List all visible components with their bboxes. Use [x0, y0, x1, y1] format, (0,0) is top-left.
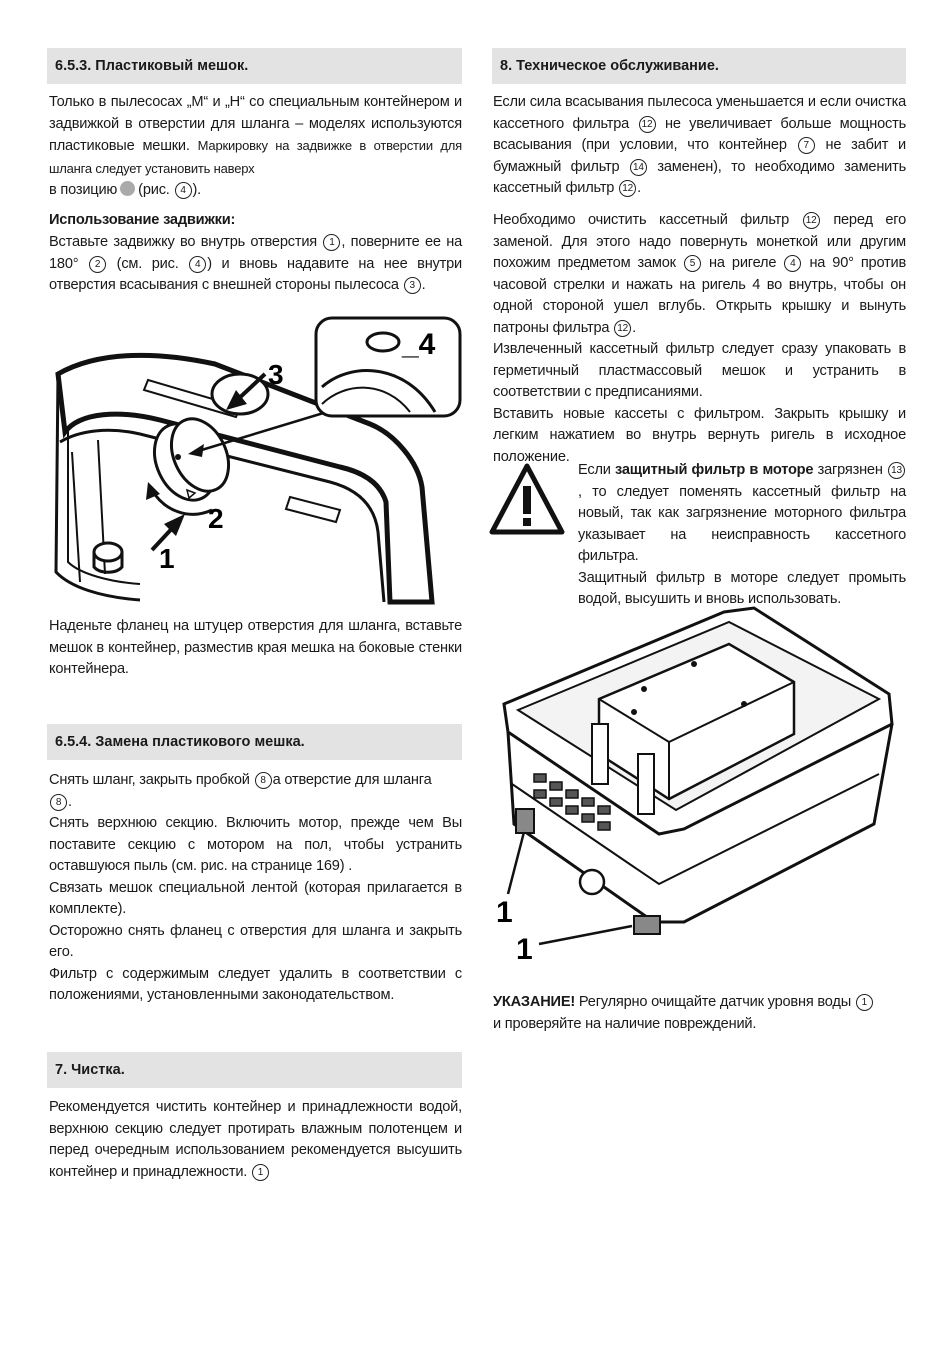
latch-illustration: [40, 312, 465, 612]
circled-number: 12: [619, 180, 636, 197]
circled-number: 5: [684, 255, 701, 272]
text: .: [632, 319, 636, 336]
text: Рекомендуется чистить контейнер и принадлежности водой, верхнюю секцию следует протирать влажным полотенцем и перед очередным использованием рекомендуется высушить контейнер и принадлежности.: [49, 1099, 462, 1180]
section-title: 8. Техническое обслуживание.: [500, 58, 719, 74]
figure-label: 2: [208, 503, 224, 534]
circled-number: 4: [784, 255, 801, 272]
section-title: 6.5.4. Замена пластикового мешка.: [55, 734, 305, 750]
text: не увеличивает больше мощность всасывания (при условии, что контейнер: [493, 115, 907, 153]
figure-label: 3: [268, 359, 284, 390]
text: (рис.: [138, 182, 170, 198]
circled-number: 1: [856, 994, 873, 1011]
circled-number: 14: [630, 159, 647, 176]
text: Регулярно очищайте датчик уровня воды: [578, 994, 851, 1010]
text: ).: [192, 182, 202, 198]
text: Защитный фильтр в моторе следует промыть водой, высушить и вновь использовать.: [578, 569, 906, 607]
paragraph-latch-usage: [49, 232, 462, 297]
paragraph-6-5-4: [49, 770, 462, 1007]
text: защитный фильтр в моторе: [615, 462, 814, 478]
text: Осторожно снять фланец с отверстия для шланга и закрыть его.: [49, 922, 462, 960]
circled-number: 12: [639, 116, 656, 133]
text: Если: [578, 462, 611, 478]
paragraph-maintenance-1: [493, 92, 906, 200]
container-illustration: [494, 604, 914, 974]
text: , то следует поменять кассетный фильтр на новый, так как загрязнение моторного фильтра указывает на неисправность кассетного фильтра.: [578, 483, 906, 564]
circled-number: 12: [614, 320, 631, 337]
circled-number: 4: [175, 182, 192, 199]
figure-label: 1: [496, 896, 513, 929]
section-header-6-5-3: [47, 48, 462, 84]
text: в позицию: [49, 182, 118, 198]
text: Только в пылесосах „M“ и „H“ со специальным контейнером и задвижкой в отверстии для шланга – моделях используются пластиковые мешки.: [49, 94, 462, 154]
figure-label: 1: [516, 933, 533, 966]
text: Снять шланг, закрыть пробкой: [49, 772, 250, 788]
grey-dot-marker: [120, 181, 135, 196]
text: на 90° против часовой стрелки и нажать на ригель 4 во внутрь, чтобы он одной стороной ушел вглубь. Открыть крышку и вынуть патроны фильтра: [493, 255, 907, 336]
text: Наденьте фланец на штуцер отверстия для шланга, вставьте мешок в контейнер, разместив края мешка на боковые стенки контейнера.: [49, 618, 462, 677]
section-title: 6.5.3. Пластиковый мешок.: [55, 58, 249, 74]
paragraph-flange: [49, 616, 462, 681]
text: Связать мешок специальной лентой (которая прилагается в комплекте).: [49, 879, 462, 917]
paragraph-cleaning: [49, 1097, 462, 1183]
text: Снять верхнюю секцию. Включить мотор, прежде чем Вы поставите секцию с мотором на пол, чтобы устранить оставшуюся пыль (см. рис. на странице 169) .: [49, 815, 462, 874]
text: Фильтр с содержимым следует удалить в соответствии с положениями, установленными законодательством.: [49, 965, 462, 1003]
text: , поверните ее на 180°: [49, 234, 463, 272]
text: Маркировку на задвижке в отверстии для шланга следует установить наверх: [49, 138, 462, 176]
text: .: [421, 277, 426, 293]
circled-number: 7: [798, 137, 815, 154]
text: Вставьте задвижку во внутрь отверстия: [49, 234, 317, 250]
section-header-8: [492, 48, 906, 84]
figure-label: _4: [402, 328, 436, 361]
text: Использование задвижки:: [49, 212, 236, 228]
paragraph-maintenance-2: [493, 210, 906, 468]
circled-number: 1: [323, 234, 340, 251]
circled-number: 8: [255, 772, 272, 789]
text: и проверяйте на наличие повреждений.: [493, 1015, 757, 1032]
paragraph-warning: [578, 460, 906, 611]
text: Необходимо очистить кассетный фильтр: [493, 212, 790, 228]
text: .: [68, 793, 72, 810]
circled-number: 13: [888, 462, 905, 479]
text: Вставить новые кассеты с фильтром. Закрыть крышку и легким нажатием во внутрь вернуть ригель в исходное положение.: [493, 405, 906, 465]
paragraph-6-5-3-intro: [49, 92, 462, 202]
circled-number: 3: [404, 277, 421, 294]
paragraph-note: [493, 992, 906, 1035]
text: а отверстие для шланга: [272, 772, 432, 788]
text: на ригеле: [709, 255, 777, 271]
text: Если сила всасывания пылесоса уменьшается и если очистка кассетного фильтра: [493, 94, 906, 132]
text: не забит и бумажный фильтр: [493, 137, 907, 175]
text: ) и вновь надавите на нее внутри отверстия всасывания с внешней стороны пылесоса: [49, 255, 462, 293]
circled-number: 1: [252, 1164, 269, 1181]
text: заменен), то необходимо заменить кассетный фильтр: [493, 158, 907, 196]
section-header-6-5-4: [47, 724, 462, 760]
text: .: [637, 180, 641, 196]
figure-label: 1: [159, 543, 175, 574]
section-title: 7. Чистка.: [55, 1062, 125, 1078]
text: загрязнен: [817, 462, 883, 478]
note-label: УКАЗАНИЕ!: [493, 994, 576, 1010]
section-header-7: [47, 1052, 462, 1088]
circled-number: 4: [189, 256, 206, 273]
circled-number: 8: [50, 794, 67, 811]
text: (см. рис.: [116, 255, 179, 272]
circled-number: 12: [803, 212, 820, 229]
subheading-latch-usage: [49, 210, 462, 232]
circled-number: 2: [89, 256, 106, 273]
text: перед его заменой. Для этого надо повернуть монеткой или другим похожим предметом замок: [493, 212, 907, 271]
warning-icon: [489, 462, 565, 536]
text: Извлеченный кассетный фильтр следует сразу упаковать в герметичный пластмассовый мешок и устранить в соответствии с предписаниями.: [493, 341, 906, 400]
